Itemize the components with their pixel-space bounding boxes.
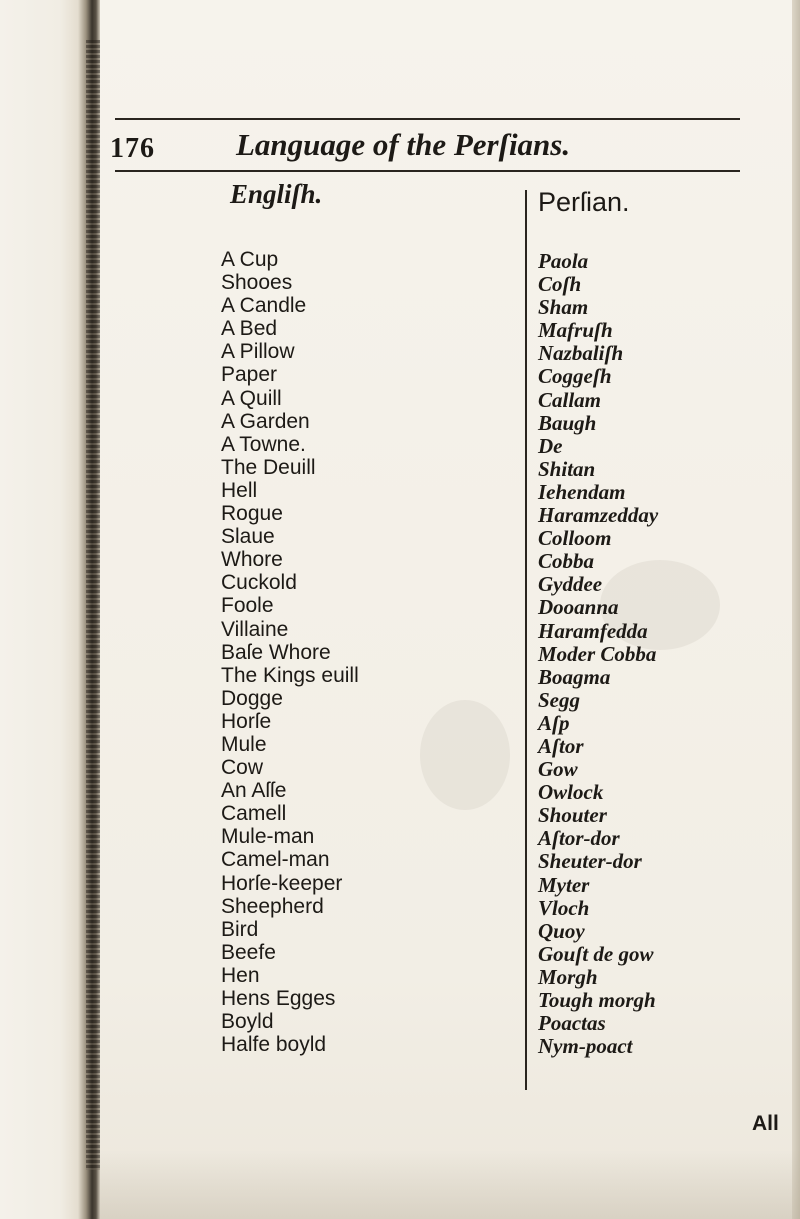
persian-word: Aſp	[538, 710, 570, 735]
persian-word: Morgh	[538, 964, 598, 989]
persian-word: Owlock	[538, 780, 604, 805]
english-word: Villaine	[221, 617, 289, 641]
english-word: Beefe	[221, 940, 276, 964]
english-word-list	[221, 248, 359, 1056]
catchword: All	[752, 1112, 779, 1135]
running-title: Language of the Perſians.	[236, 127, 571, 162]
english-word: Halfe boyld	[221, 1033, 327, 1057]
english-word: Cuckold	[221, 571, 297, 595]
english-word: Baſe Whore	[221, 640, 331, 664]
english-word: A Candle	[221, 294, 307, 318]
persian-word: Cobba	[538, 549, 595, 574]
page-edge	[792, 0, 800, 1219]
page-bottom-shadow	[100, 1150, 800, 1219]
persian-word: Haramzedday	[538, 503, 659, 528]
persian-word: Shouter	[538, 803, 607, 828]
persian-word: Colloom	[538, 526, 612, 551]
english-word: A Towne.	[221, 432, 306, 456]
english-column-heading: Engliſh.	[230, 179, 323, 209]
english-word: Boyld	[221, 1010, 274, 1034]
persian-word: Baugh	[538, 410, 597, 435]
english-word: Sheepherd	[221, 894, 324, 918]
english-word: Camel-man	[221, 848, 330, 872]
english-word: Foole	[221, 594, 274, 618]
english-word: A Cup	[221, 248, 279, 271]
persian-word: Segg	[538, 687, 580, 712]
english-word: Cow	[221, 756, 264, 780]
english-word: Slaue	[221, 525, 275, 549]
persian-word: Paola	[538, 249, 589, 273]
english-word: Whore	[221, 548, 283, 572]
english-word: An Aſſe	[221, 779, 287, 803]
persian-word: Sheuter-dor	[538, 849, 642, 874]
english-word: Horſe	[221, 709, 272, 733]
english-word: Horſe-keeper	[221, 871, 343, 895]
persian-column-heading: Perſian.	[538, 187, 630, 217]
english-word: A Quill	[221, 386, 282, 410]
persian-word: Coſh	[538, 272, 582, 297]
english-word: Rogue	[221, 502, 283, 526]
persian-word: Aſtor-dor	[538, 826, 620, 851]
persian-word: De	[538, 433, 563, 458]
english-word: Hen	[221, 963, 260, 987]
english-word: Paper	[221, 363, 278, 387]
english-word: Mule	[221, 732, 267, 756]
persian-word: Aſtor	[538, 733, 584, 758]
persian-word: Poactas	[538, 1011, 606, 1036]
persian-word: Iehendam	[538, 479, 626, 504]
english-word: A Garden	[221, 409, 310, 433]
english-word: Mule-man	[221, 825, 315, 849]
english-word: Hell	[221, 478, 258, 502]
persian-word: Gow	[538, 757, 578, 782]
english-word: Bird	[221, 917, 259, 941]
english-word: Hens Egges	[221, 987, 336, 1010]
persian-word: Nazbaliſh	[538, 341, 624, 366]
persian-word: Dooanna	[538, 595, 619, 620]
persian-word: Nym-poact	[538, 1034, 633, 1059]
english-word: Camell	[221, 802, 287, 826]
binding-shadow	[86, 40, 100, 1170]
persian-word: Boagma	[538, 664, 611, 689]
header-rule-top	[115, 118, 740, 120]
persian-word: Vloch	[538, 895, 590, 920]
english-word: Dogge	[221, 686, 283, 710]
header-rule-bottom	[115, 170, 740, 172]
page-number: 176	[110, 133, 155, 164]
persian-word: Quoy	[538, 918, 585, 943]
persian-word-list	[538, 250, 658, 1058]
english-word: A Pillow	[221, 340, 295, 364]
persian-word: Myter	[538, 872, 590, 897]
english-word: A Bed	[221, 317, 278, 341]
persian-word: Tough morgh	[538, 988, 656, 1012]
book-gutter	[0, 0, 100, 1219]
persian-word: Shitan	[538, 456, 596, 481]
persian-word: Haramfedda	[538, 618, 648, 643]
persian-word: Moder Cobba	[538, 641, 657, 666]
persian-word: Callam	[538, 387, 602, 412]
persian-word: Gouſt de gow	[538, 941, 654, 966]
paper-stain	[420, 700, 510, 810]
english-word: The Deuill	[221, 455, 316, 479]
column-divider	[525, 190, 527, 1090]
persian-word: Coggeſh	[538, 364, 612, 389]
english-word: Shooes	[221, 271, 293, 295]
english-word: The Kings euill	[221, 663, 359, 687]
persian-word: Gyddee	[538, 572, 603, 597]
persian-word: Sham	[538, 295, 589, 320]
persian-word: Mafruſh	[538, 318, 613, 343]
